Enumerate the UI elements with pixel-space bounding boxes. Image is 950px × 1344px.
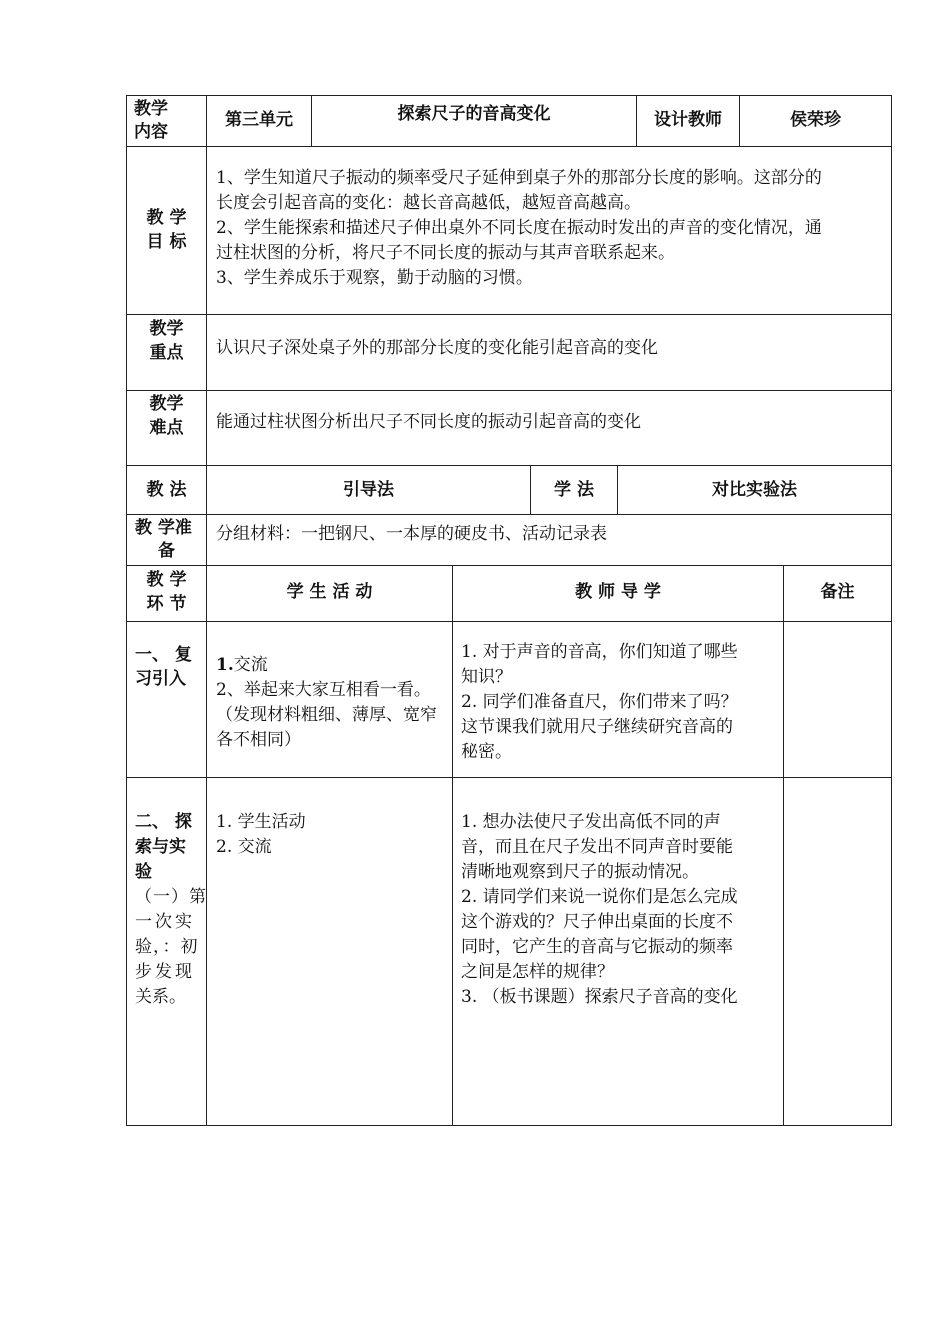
stage1-student-number: 1. (216, 655, 234, 675)
difficulties-label-line1: 教学 (149, 394, 184, 414)
stage2-sub-line: 步发现 (135, 962, 195, 982)
stage1-notes-cell (783, 621, 892, 778)
teach-method-value: 引导法 (343, 480, 394, 500)
difficulties-text: 能通过柱状图分析出尺子不同长度的振动引起音高的变化 (216, 412, 641, 432)
difficulties-label-line2: 难点 (149, 418, 184, 438)
unit-value: 第三单元 (225, 110, 293, 130)
student-activity-header: 学 生 活 动 (286, 582, 373, 602)
stage2-title-line3: 验 (135, 862, 152, 882)
key-points-label-line2: 重点 (149, 343, 184, 363)
content-label-line2: 内容 (134, 122, 168, 142)
teach-method-label: 教 法 (146, 480, 187, 500)
objectives-label-line1: 教 学 (146, 208, 187, 228)
stage2-teacher-line: 之间是怎样的规律？ (461, 962, 614, 982)
stage2-teacher-line: 3. （板书课题）探索尺子音高的变化 (461, 987, 738, 1007)
stage1-student-line: （发现材料粗细、薄厚、宽窄 (216, 705, 437, 725)
stage1-teacher-line: 知识？ (461, 667, 512, 687)
stage1-student-line: 2、举起来大家互相看一看。 (216, 680, 431, 700)
objectives-line: 过柱状图的分析，将尺子不同长度的振动与其声音联系起来。 (216, 243, 675, 263)
designer-name: 侯荣珍 (790, 110, 841, 130)
stage2-sub-line: 一次实 (135, 912, 195, 932)
stage2-notes-cell (783, 777, 892, 1126)
stage2-teacher-line: 1. 想办法使尺子发出高低不同的声 (461, 812, 721, 832)
objectives-label-line2: 目 标 (146, 232, 187, 252)
learn-method-label: 学 法 (554, 480, 594, 500)
designer-label: 设计教师 (654, 110, 722, 130)
stage1-title-line1: 一、 复 (135, 645, 192, 665)
teacher-guide-header: 教 师 导 学 (575, 582, 661, 602)
stage2-sub-line: （一）第 (135, 887, 207, 907)
stage2-student-line: 2. 交流 (216, 837, 272, 857)
key-points-label-line1: 教学 (149, 319, 184, 339)
stage2-student-line: 1. 学生活动 (216, 812, 306, 832)
learn-method-value: 对比实验法 (712, 480, 797, 500)
objectives-line: 2、学生能探索和描述尺子伸出桌外不同长度在振动时发出的声音的变化情况，通 (216, 218, 822, 238)
stage2-teacher-line: 同时，它产生的音高与它振动的频率 (461, 937, 733, 957)
stage2-teacher-line: 清晰地观察到尺子的振动情况。 (461, 862, 699, 882)
stage1-student-line: 各不相同） (216, 730, 301, 750)
objectives-line: 1、学生知道尺子振动的频率受尺子延伸到桌子外的那部分长度的影响。这部分的 (216, 168, 822, 188)
stage1-teacher-line: 2. 同学们准备直尺，你们带来了吗？ (461, 692, 738, 712)
stage1-title-line2: 习引入 (135, 669, 186, 689)
stage1-teacher-line: 1. 对于声音的音高，你们知道了哪些 (461, 642, 738, 662)
stage2-teacher-line: 音，而且在尺子发出不同声音时要能 (461, 837, 733, 857)
objectives-line: 3、学生养成乐于观察，勤于动脑的习惯。 (216, 268, 533, 288)
stage2-sub-line: 验，：初 (135, 937, 199, 957)
process-label-line1: 教 学 (146, 570, 187, 590)
preparation-label-line2: 备 (158, 541, 175, 561)
stage2-teacher-line: 2. 请同学们来说一说你们是怎么完成 (461, 887, 738, 907)
stage1-teacher-line: 秘密。 (461, 742, 512, 762)
stage2-sub-line: 关系。 (135, 987, 186, 1007)
stage2-title-line2: 索与实 (135, 837, 186, 857)
preparation-label-line1: 教 学准 (135, 518, 192, 538)
key-points-text: 认识尺子深处桌子外的那部分长度的变化能引起音高的变化 (216, 338, 658, 358)
preparation-text: 分组材料：一把钢尺、一本厚的硬皮书、活动记录表 (216, 524, 607, 544)
lesson-title: 探索尺子的音高变化 (397, 104, 551, 124)
stage2-title-line1: 二、 探 (135, 812, 192, 832)
content-label-line1: 教学 (134, 99, 168, 119)
stage2-teacher-line: 这个游戏的？尺子伸出桌面的长度不 (461, 912, 733, 932)
objectives-line: 长度会引起音高的变化：越长音高越低，越短音高越高。 (216, 193, 641, 213)
stage1-student-line1 (216, 653, 268, 678)
process-label-line2: 环 节 (146, 594, 187, 614)
stage1-teacher-line: 这节课我们就用尺子继续研究音高的 (461, 717, 733, 737)
notes-header: 备注 (820, 582, 855, 602)
stage1-student-line1-text: 交流 (233, 655, 268, 675)
